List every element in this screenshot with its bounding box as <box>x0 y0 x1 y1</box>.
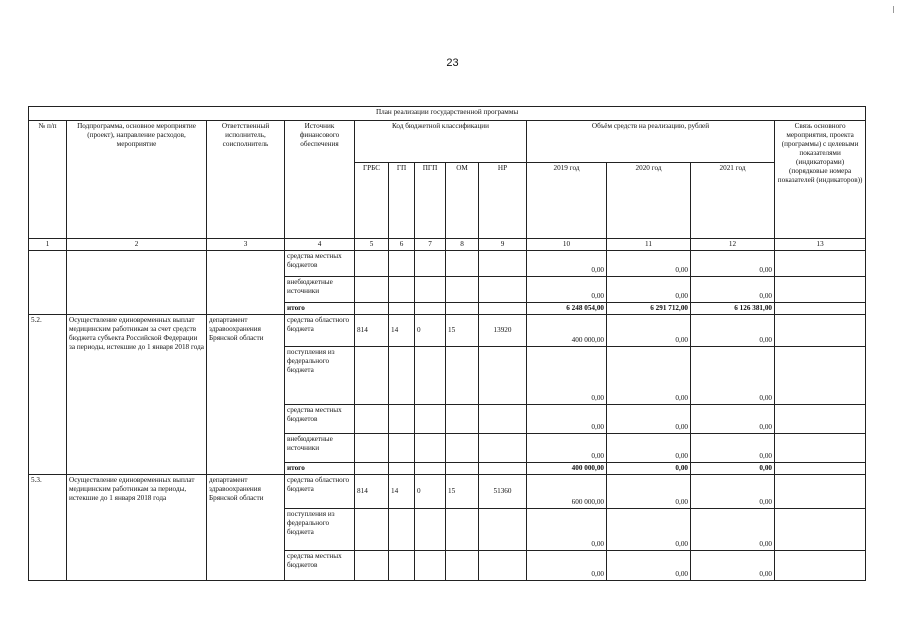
value-2021: 0,00 <box>691 434 775 463</box>
code-cell <box>355 463 389 475</box>
code-cell <box>355 303 389 315</box>
code-nr <box>479 434 527 463</box>
item-program: Осуществление единовременных выплат медицинским работникам за счет средств бюджета субъекта Российской Федерации за периоды, истекшие до 1 января 2018 года <box>67 315 207 475</box>
total-2021: 0,00 <box>691 463 775 475</box>
value-2020: 0,00 <box>607 315 691 347</box>
column-number-13: 13 <box>775 239 866 251</box>
value-2020: 0,00 <box>607 551 691 581</box>
code-om <box>446 509 479 551</box>
value-2020: 0,00 <box>607 405 691 434</box>
source-cell: внебюджетные источники <box>285 434 355 463</box>
executor-cell <box>207 251 285 315</box>
table-row <box>29 315 866 347</box>
header-gp: ГП <box>389 163 415 239</box>
value-2019: 0,00 <box>527 509 607 551</box>
value-2021: 0,00 <box>691 277 775 303</box>
code-cell <box>389 463 415 475</box>
plan-table <box>28 106 866 581</box>
link-cell <box>775 434 866 463</box>
value-2021: 0,00 <box>691 551 775 581</box>
value-2020: 0,00 <box>607 509 691 551</box>
code-nr: 13920 <box>479 315 527 347</box>
code-grbs <box>355 551 389 581</box>
value-2019: 400 000,00 <box>527 315 607 347</box>
code-cell <box>355 277 389 303</box>
source-cell: средства местных бюджетов <box>285 251 355 277</box>
source-cell: поступления из федерального бюджета <box>285 347 355 405</box>
code-cell <box>415 463 446 475</box>
code-pgp <box>415 405 446 434</box>
code-cell <box>446 463 479 475</box>
header-budget-code: Код бюджетной классификации <box>355 121 527 163</box>
header-program: Подпрограмма, основное мероприятие (проект), направление расходов, мероприятие <box>67 121 207 239</box>
code-cell <box>479 463 527 475</box>
total-label: итого <box>285 463 355 475</box>
code-cell <box>389 277 415 303</box>
link-cell <box>775 251 866 277</box>
item-executor: департамент здравоохранения Брянской области <box>207 475 285 581</box>
header-nr: НР <box>479 163 527 239</box>
header-2019: 2019 год <box>527 163 607 239</box>
code-gp <box>389 509 415 551</box>
source-cell: внебюджетные источники <box>285 277 355 303</box>
table-row <box>29 251 866 277</box>
column-number-11: 11 <box>607 239 691 251</box>
value-2021: 0,00 <box>691 475 775 509</box>
column-number-10: 10 <box>527 239 607 251</box>
table-row <box>29 475 866 509</box>
code-gp: 14 <box>389 475 415 509</box>
code-nr: 51360 <box>479 475 527 509</box>
column-number-4: 4 <box>285 239 355 251</box>
value-2021: 0,00 <box>691 315 775 347</box>
value-2020: 0,00 <box>607 475 691 509</box>
total-2019: 400 000,00 <box>527 463 607 475</box>
code-om: 15 <box>446 315 479 347</box>
item-number: 5.2. <box>29 315 67 475</box>
value-2020: 0,00 <box>607 251 691 277</box>
code-gp: 14 <box>389 315 415 347</box>
code-grbs: 814 <box>355 315 389 347</box>
code-om <box>446 434 479 463</box>
column-number-1: 1 <box>29 239 67 251</box>
column-number-3: 3 <box>207 239 285 251</box>
column-number-5: 5 <box>355 239 389 251</box>
item-program: Осуществление единовременных выплат медицинским работникам за периоды, истекшие до 1 января 2018 года <box>67 475 207 581</box>
code-pgp <box>415 551 446 581</box>
value-2019: 0,00 <box>527 347 607 405</box>
link-cell <box>775 463 866 475</box>
code-nr <box>479 509 527 551</box>
code-cell <box>446 277 479 303</box>
link-cell <box>775 509 866 551</box>
program-cell <box>67 251 207 315</box>
code-cell <box>479 303 527 315</box>
header-2021: 2021 год <box>691 163 775 239</box>
code-nr <box>479 551 527 581</box>
value-2019: 0,00 <box>527 251 607 277</box>
code-cell <box>479 277 527 303</box>
value-2021: 0,00 <box>691 347 775 405</box>
code-om: 15 <box>446 475 479 509</box>
column-numbers-row <box>29 239 866 251</box>
link-cell <box>775 315 866 347</box>
code-cell <box>389 251 415 277</box>
header-2020: 2020 год <box>607 163 691 239</box>
header-link: Связь основного мероприятия, проекта (программы) с целевыми показателями (индикаторами) (порядковые номера показателей (индикаторов)) <box>775 121 866 239</box>
code-cell <box>389 303 415 315</box>
source-cell: средства областного бюджета <box>285 475 355 509</box>
column-number-7: 7 <box>415 239 446 251</box>
link-cell <box>775 277 866 303</box>
value-2020: 0,00 <box>607 434 691 463</box>
value-2019: 0,00 <box>527 277 607 303</box>
item-number: 5.3. <box>29 475 67 581</box>
source-cell: средства местных бюджетов <box>285 551 355 581</box>
value-2021: 0,00 <box>691 509 775 551</box>
code-grbs <box>355 405 389 434</box>
num-cell <box>29 251 67 315</box>
link-cell <box>775 475 866 509</box>
total-2021: 6 126 381,00 <box>691 303 775 315</box>
header-executor: Ответственный исполнитель, соисполнитель <box>207 121 285 239</box>
table-caption: План реализации государственной программы <box>29 107 866 121</box>
source-cell: поступления из федерального бюджета <box>285 509 355 551</box>
link-cell <box>775 347 866 405</box>
code-nr <box>479 347 527 405</box>
header-num: № п/п <box>29 121 67 239</box>
code-pgp <box>415 347 446 405</box>
column-number-12: 12 <box>691 239 775 251</box>
code-gp <box>389 551 415 581</box>
item-executor: департамент здравоохранения Брянской области <box>207 315 285 475</box>
header-volume: Объём средств на реализацию, рублей <box>527 121 775 163</box>
total-2020: 6 291 712,00 <box>607 303 691 315</box>
value-2021: 0,00 <box>691 251 775 277</box>
header-source: Источник финансового обеспечения <box>285 121 355 239</box>
code-cell <box>446 251 479 277</box>
code-om <box>446 551 479 581</box>
code-cell <box>446 303 479 315</box>
source-cell: средства местных бюджетов <box>285 405 355 434</box>
header-grbs: ГРБС <box>355 163 389 239</box>
link-cell <box>775 405 866 434</box>
value-2020: 0,00 <box>607 347 691 405</box>
link-cell <box>775 551 866 581</box>
code-grbs <box>355 434 389 463</box>
code-cell <box>355 251 389 277</box>
column-number-9: 9 <box>479 239 527 251</box>
column-number-6: 6 <box>389 239 415 251</box>
code-pgp <box>415 434 446 463</box>
code-om <box>446 405 479 434</box>
source-cell: средства областного бюджета <box>285 315 355 347</box>
link-cell <box>775 303 866 315</box>
total-2020: 0,00 <box>607 463 691 475</box>
code-nr <box>479 405 527 434</box>
value-2019: 0,00 <box>527 434 607 463</box>
header-om: ОМ <box>446 163 479 239</box>
value-2019: 0,00 <box>527 551 607 581</box>
value-2019: 600 000,00 <box>527 475 607 509</box>
value-2021: 0,00 <box>691 405 775 434</box>
code-om <box>446 347 479 405</box>
code-grbs: 814 <box>355 475 389 509</box>
column-number-2: 2 <box>67 239 207 251</box>
value-2019: 0,00 <box>527 405 607 434</box>
page-number: 23 <box>446 57 459 69</box>
code-pgp: 0 <box>415 475 446 509</box>
code-cell <box>415 277 446 303</box>
code-cell <box>479 251 527 277</box>
code-grbs <box>355 347 389 405</box>
code-grbs <box>355 509 389 551</box>
code-gp <box>389 347 415 405</box>
code-cell <box>415 251 446 277</box>
code-pgp <box>415 509 446 551</box>
value-2020: 0,00 <box>607 277 691 303</box>
code-pgp: 0 <box>415 315 446 347</box>
code-gp <box>389 405 415 434</box>
code-cell <box>415 303 446 315</box>
scan-edge-mark <box>893 6 894 13</box>
total-label: итого <box>285 303 355 315</box>
header-pgp: ПГП <box>415 163 446 239</box>
total-2019: 6 248 054,00 <box>527 303 607 315</box>
column-number-8: 8 <box>446 239 479 251</box>
code-gp <box>389 434 415 463</box>
